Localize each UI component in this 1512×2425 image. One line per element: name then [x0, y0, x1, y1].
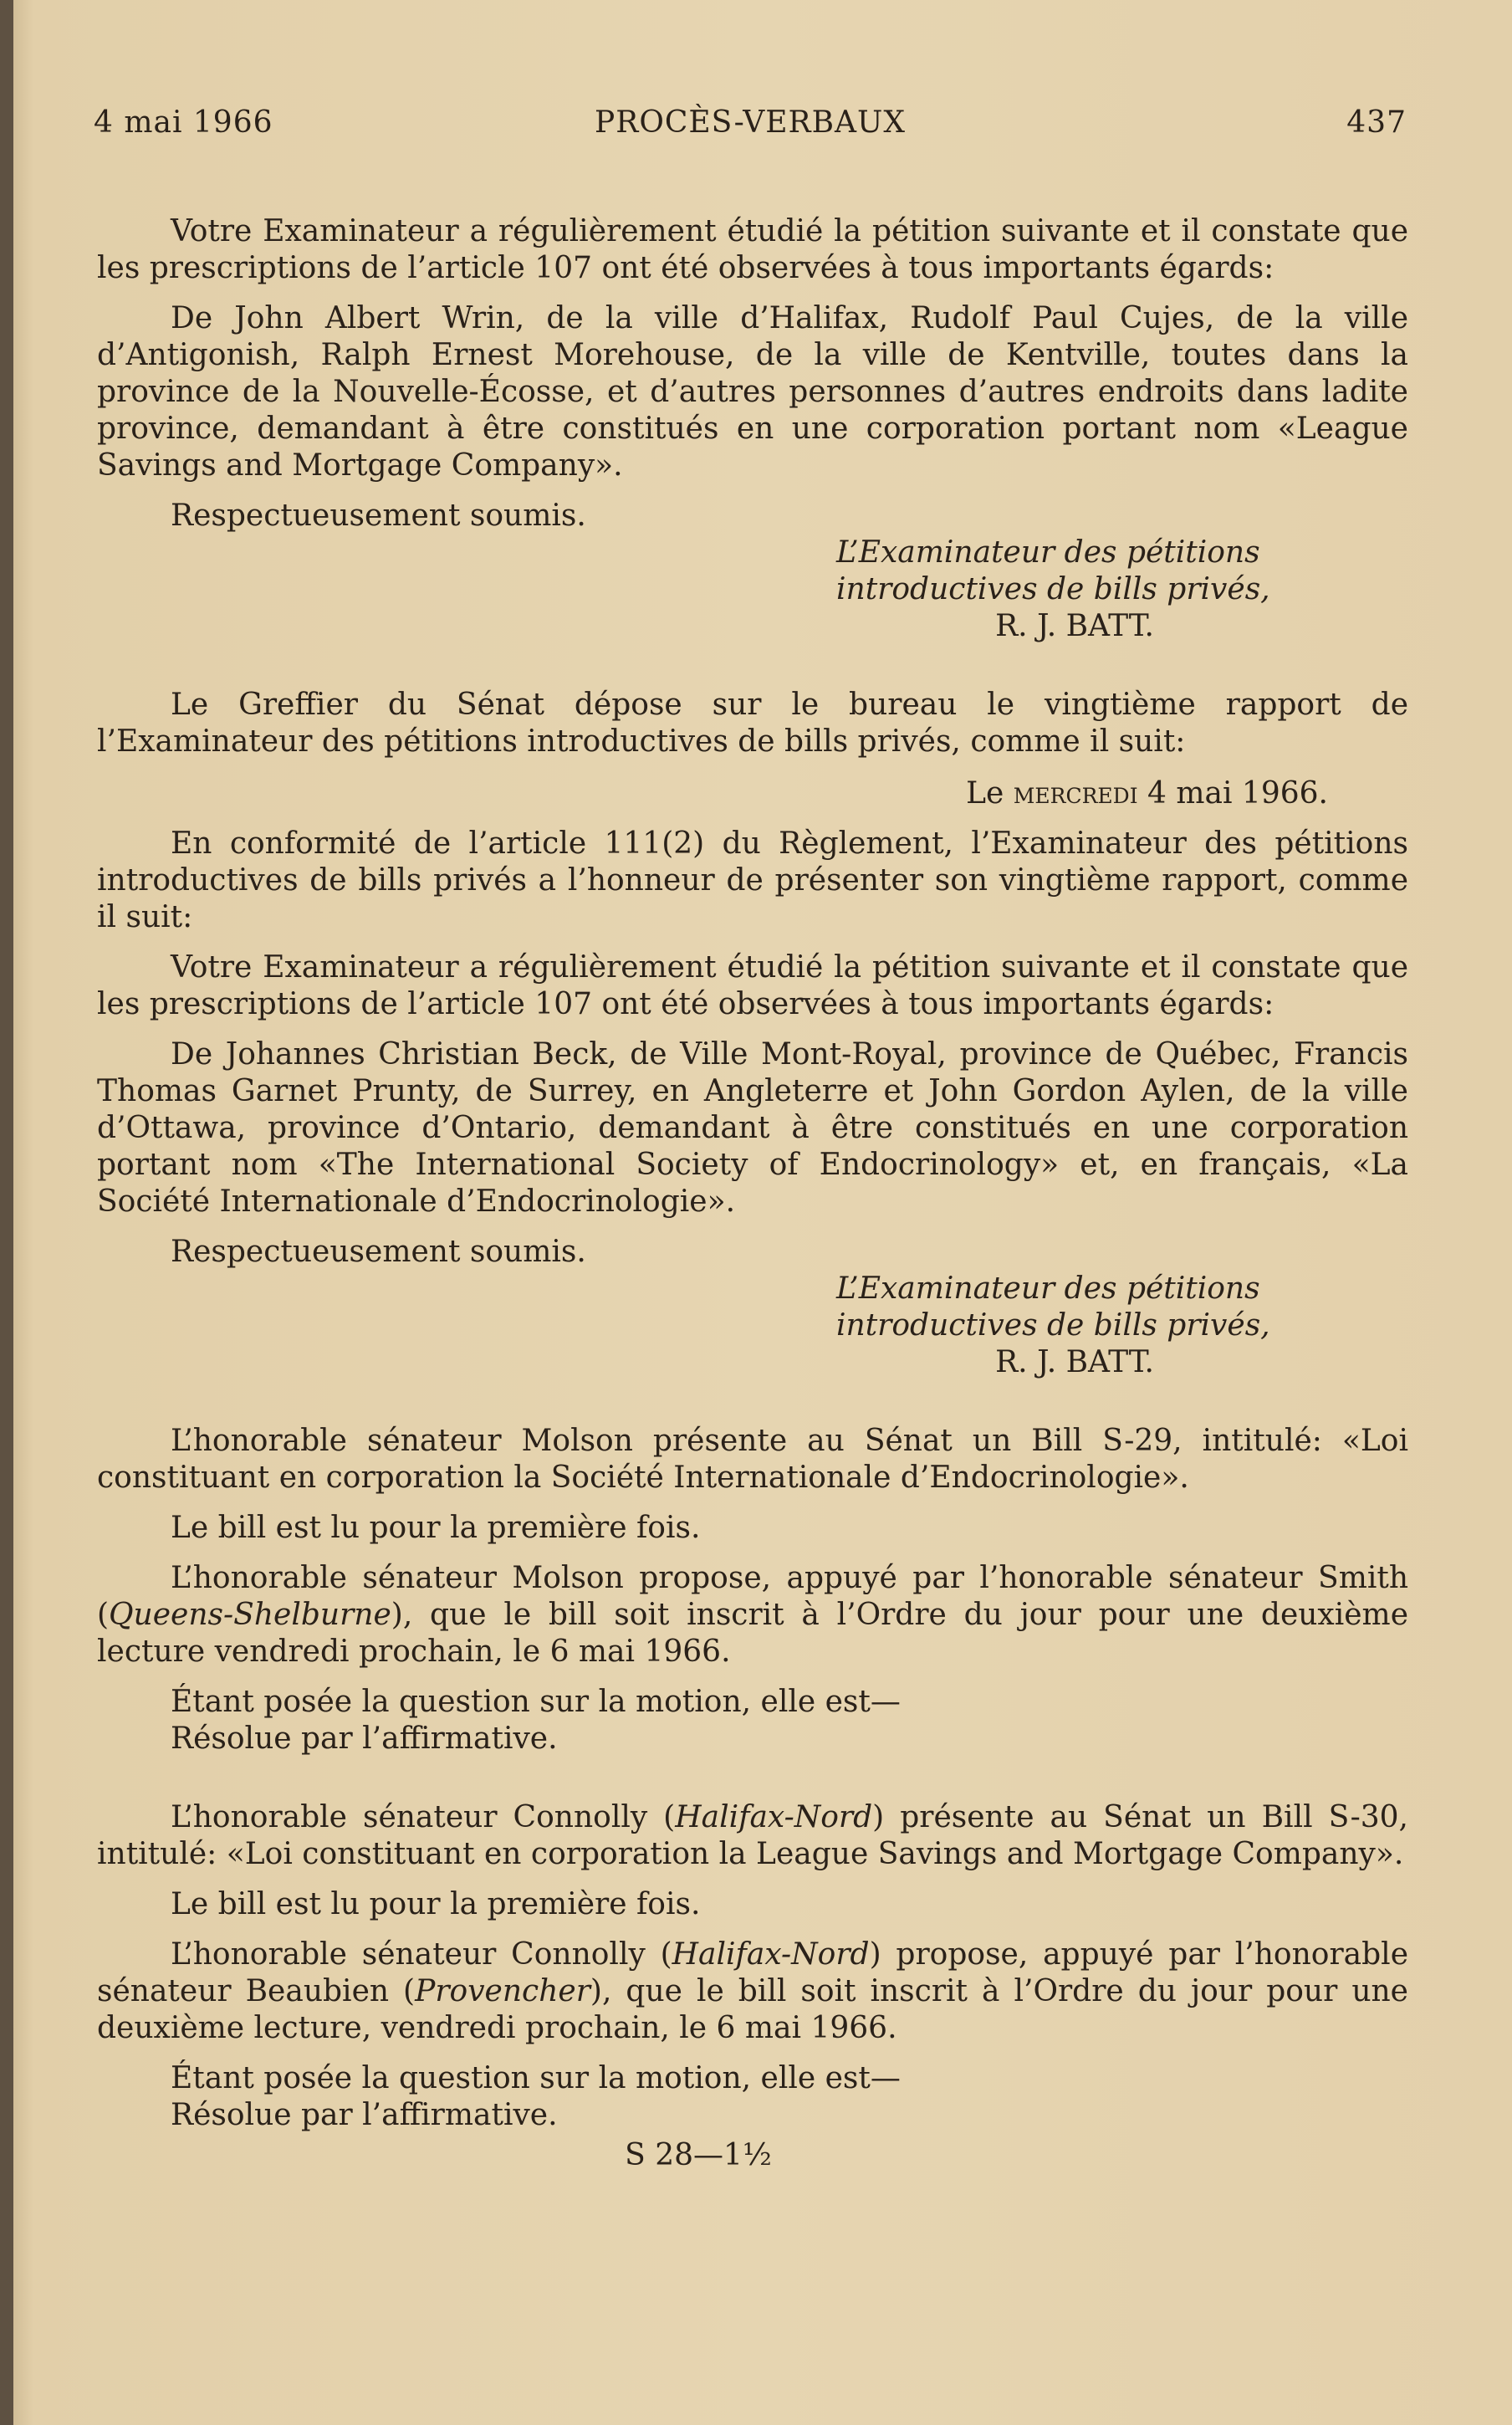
report-date-day: mercredi	[1013, 776, 1138, 811]
paragraph-bill-s30	[97, 1799, 1408, 1873]
connolly-propose-a: L’honorable sénateur Connolly (	[171, 1937, 672, 1972]
report-date	[97, 775, 1408, 812]
header-page-number: 437	[1346, 105, 1407, 140]
paragraph-examinateur-2: Votre Examinateur a régulièrement étudié la pétition suivante et il constate que les prescriptions de l’article 107 ont été observées à tous importants égards:	[97, 950, 1408, 1021]
signature-2-line-2: introductives de bills privés,	[836, 1308, 1270, 1343]
paragraph-molson-propose	[97, 1560, 1408, 1670]
signature-block-2	[97, 1271, 1408, 1381]
paragraph-soumis-1: Respectueusement soumis.	[171, 499, 586, 533]
header-date: 4 mai 1966	[94, 105, 273, 140]
molson-text-b: ), que le bill soit inscrit à l’Ordre du jour pour une deuxième lecture vendredi prochain, le 6 mai 1966.	[97, 1598, 1408, 1669]
paragraph-examinateur-1: Votre Examinateur a régulièrement étudié la pétition suivante et il constate que les prescriptions de l’article 107 ont été observées à tous importants égards:	[97, 214, 1408, 285]
connolly-propose-b: ) propose, appuyé par l’honorable sénateur Beaubien (	[97, 1937, 1408, 2008]
signature-1-name: R. J. BATT.	[995, 609, 1154, 643]
header-title: PROCÈS-VERBAUX	[595, 105, 906, 140]
connolly-propose-riding: Halifax-Nord	[672, 1937, 870, 1972]
paragraph-bill-s29: L’honorable sénateur Molson présente au Sénat un Bill S-29, intitulé: «Loi constituant en corporation la Société Internationale d’Endocrinologie».	[97, 1424, 1408, 1495]
vote-2-result: Résolue par l’affirmative.	[171, 2098, 558, 2132]
connolly-riding: Halifax-Nord	[675, 1800, 873, 1834]
vote-block-2	[97, 2060, 1408, 2134]
molson-text-a: L’honorable sénateur Molson propose, appuyé par l’honorable sénateur Smith (	[97, 1561, 1408, 1632]
printer-signature-mark: S 28—1½	[625, 2138, 772, 2172]
page-header	[94, 105, 1407, 147]
paragraph-conformite: En conformité de l’article 111(2) du Règlement, l’Examinateur des pétitions introductives de bills privés a l’honneur de présenter son vingtième rapport, comme il suit:	[97, 826, 1408, 934]
vote-block-1	[97, 1684, 1408, 1757]
signature-2-line-1: L’Examinateur des pétitions	[836, 1271, 1260, 1306]
beaubien-riding: Provencher	[415, 1974, 590, 2008]
paragraph-premiere-lecture-2: Le bill est lu pour la première fois.	[171, 1887, 701, 1921]
paragraph-soumis-2: Respectueusement soumis.	[171, 1235, 586, 1269]
connolly-text-a: L’honorable sénateur Connolly (	[171, 1800, 676, 1834]
molson-riding: Queens-Shelburne	[109, 1598, 391, 1632]
vote-1-question: Étant posée la question sur la motion, elle est—	[171, 1685, 901, 1719]
signature-1-line-1: L’Examinateur des pétitions	[836, 535, 1260, 570]
connolly-text-b: ) présente au Sénat un Bill S-30, intitulé: «Loi constituant en corporation la League Savings and Mortgage Company».	[97, 1800, 1408, 1871]
connolly-propose-c: ), que le bill soit inscrit à l’Ordre du jour pour une deuxième lecture, vendredi prochain, le 6 mai 1966.	[97, 1974, 1408, 2045]
paragraph-connolly-propose	[97, 1936, 1408, 2047]
paragraph-petition-beck: De Johannes Christian Beck, de Ville Mont-Royal, province de Québec, Francis Thomas Garnet Prunty, de Surrey, en Angleterre et John Gordon Aylen, de la ville d’Ottawa, province d’Ontario, demandant à être constitués en une corporation portant nom «The International Society of Endocrinology» et, en français, «La Société Internationale d’Endocrinologie».	[97, 1037, 1408, 1219]
vote-1-result: Résolue par l’affirmative.	[171, 1722, 558, 1756]
binding-gutter	[0, 0, 13, 2425]
report-date-rest: 4 mai 1966.	[1147, 776, 1328, 811]
vote-2-question: Étant posée la question sur la motion, elle est—	[171, 2061, 901, 2095]
paragraph-greffier: Le Greffier du Sénat dépose sur le bureau le vingtième rapport de l’Examinateur des pétitions introductives de bills privés, comme il suit:	[97, 688, 1408, 759]
paragraph-petition-wrin: De John Albert Wrin, de la ville d’Halifax, Rudolf Paul Cujes, de la ville d’Antigonish, Ralph Ernest Morehouse, de la ville de Kentville, toutes dans la province de la Nouvelle-Écosse, et d’autres personnes d’autres endroits dans ladite province, demandant à être constitués en une corporation portant nom «League Savings and Mortgage Company».	[97, 301, 1408, 483]
page-body	[97, 213, 1408, 2174]
signature-1-line-2: introductives de bills privés,	[836, 572, 1270, 606]
signature-2-name: R. J. BATT.	[995, 1345, 1154, 1379]
signature-block-1	[97, 535, 1408, 645]
paragraph-premiere-lecture-1: Le bill est lu pour la première fois.	[171, 1511, 701, 1545]
report-date-le: Le	[966, 776, 1004, 811]
